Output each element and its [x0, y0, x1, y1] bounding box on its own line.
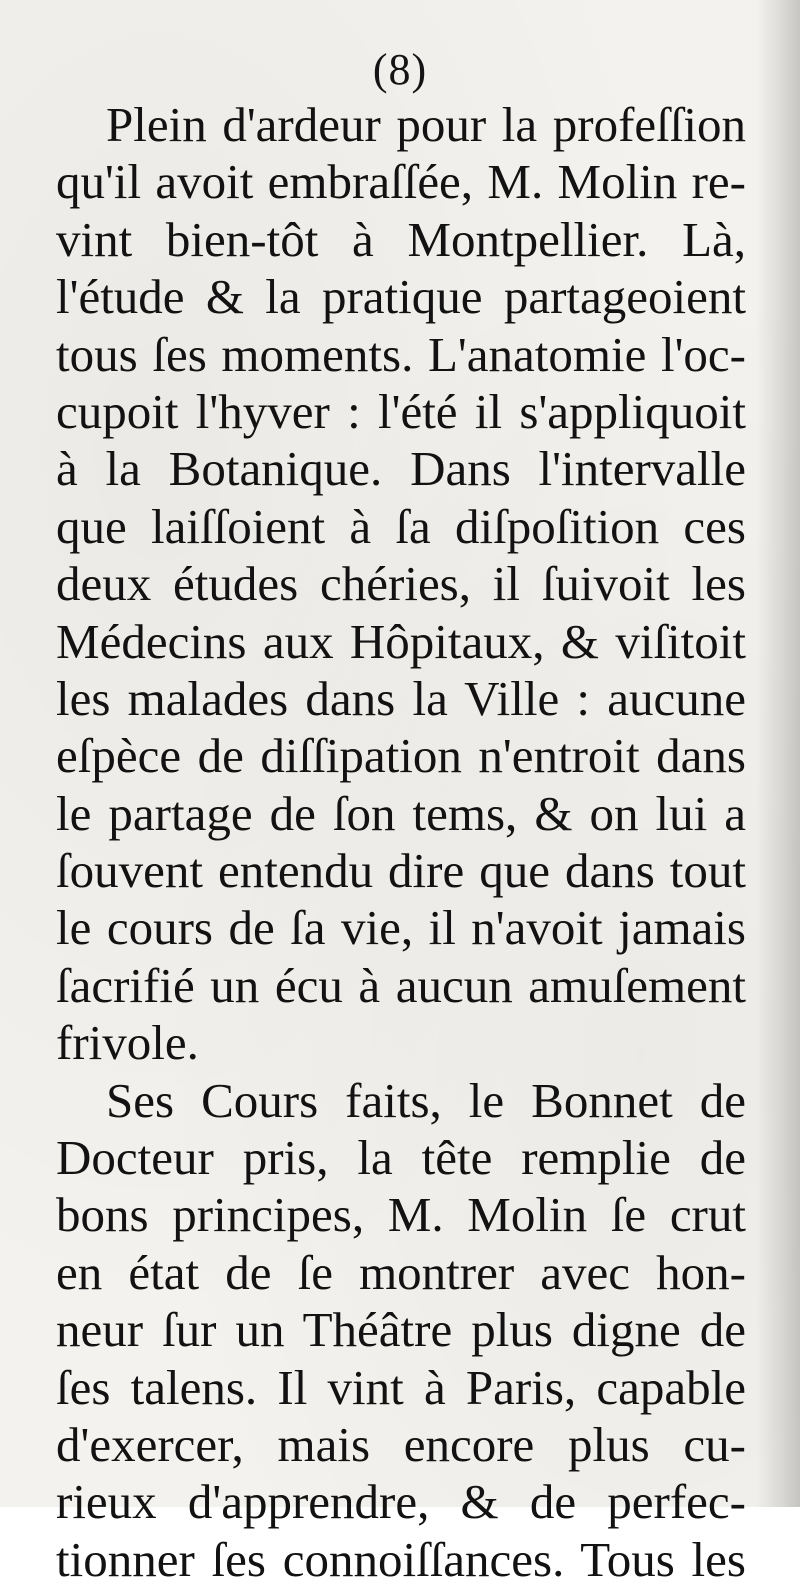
text-line: Ses Cours faits, le Bonnet de [106, 1072, 746, 1128]
text-line: Médecins aux Hôpitaux, & viſitoit [56, 613, 746, 669]
text-line: à la Botanique. Dans l'intervalle [56, 441, 746, 497]
text-line: ſes talens. Il vint à Paris, capable [56, 1359, 746, 1415]
page-edge-shadow [756, 0, 800, 1507]
text-line: bons principes, M. Molin ſe crut [56, 1187, 746, 1243]
text-line: le cours de ſa vie, il n'avoit jamais [56, 900, 746, 956]
text-line: tous ſes moments. L'anatomie l'oc- [56, 326, 746, 382]
text-line: ſouvent entendu dire que dans tout [56, 843, 746, 899]
text-line: neur ſur un Théâtre plus digne de [56, 1302, 746, 1358]
text-line: eſpèce de diſſipation n'entroit dans [56, 728, 746, 784]
text-line: qu'il avoit embraſſée, M. Molin re- [56, 154, 746, 210]
text-line: cupoit l'hyver : l'été il s'appliquoit [56, 383, 746, 439]
text-line: deux études chéries, il ſuivoit les [56, 556, 746, 612]
text-line: les malades dans la Ville : aucune [56, 670, 746, 726]
text-line: tionner ſes connoiſſances. Tous les [56, 1531, 746, 1587]
text-line: rieux d'apprendre, & de perfec- [56, 1474, 746, 1530]
text-line: que laiſſoient à ſa diſpoſition ces [56, 498, 746, 554]
text-line: l'étude & la pratique partageoient [56, 269, 746, 325]
text-line: Docteur pris, la tête remplie de [56, 1130, 746, 1186]
text-line: vint bien-tôt à Montpellier. Là, [56, 211, 746, 267]
text-line: Plein d'ardeur pour la profeſſion [106, 97, 746, 152]
text-line: d'exercer, mais encore plus cu- [56, 1416, 746, 1472]
body-text [56, 96, 746, 1588]
page-number: (8) [372, 45, 428, 94]
text-line: le partage de ſon tems, & on lui a [56, 785, 746, 841]
text-line: en état de ſe montrer avec hon- [56, 1244, 746, 1300]
text-line: ſacrifié un écu à aucun amuſement [56, 957, 746, 1013]
text-line: frivole. [56, 1015, 199, 1071]
